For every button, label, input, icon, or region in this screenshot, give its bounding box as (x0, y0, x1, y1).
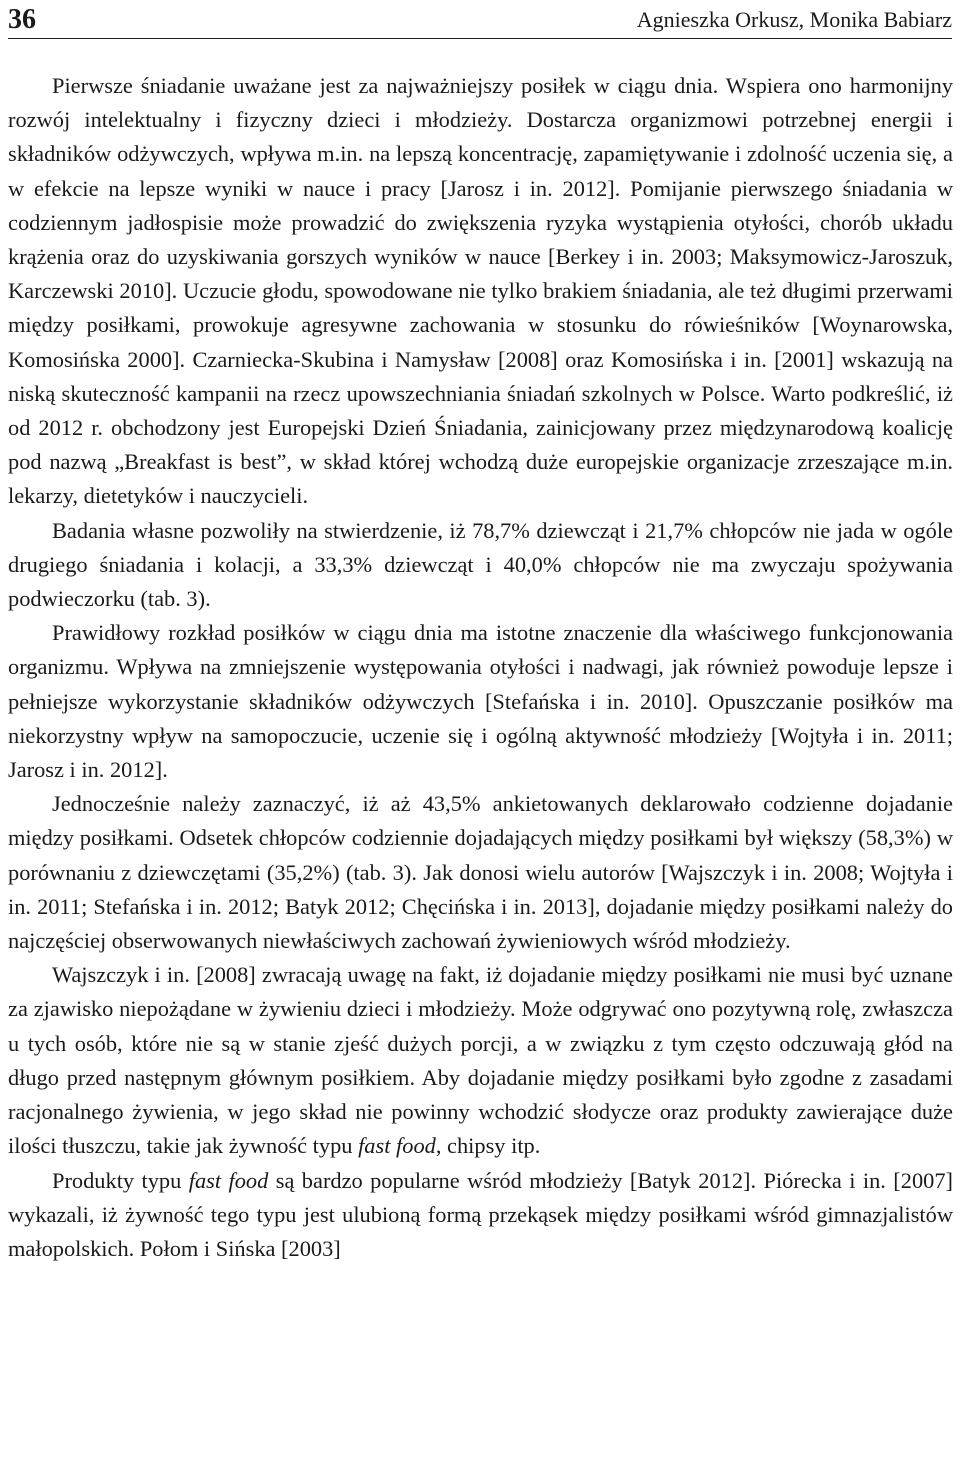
paragraph-meal-distribution: Prawidłowy rozkład posiłków w ciągu dnia ma istotne znaczenie dla właściwego funkcjonowania organizmu. Wpływa na zmniejszenie występowania otyłości i nadwagi, jak również powoduje lepsze i pełniejsze wykorzystanie składników odżywczych [Stefańska i in. 2010]. Opuszczanie posiłków ma niekorzystny wpływ na samopoczucie, uczenie się i ogólną aktywność młodzieży [Wojtyła i in. 2011; Jarosz i in. 2012]. (8, 620, 953, 783)
paragraph-breakfast: Pierwsze śniadanie uważane jest za najważniejszy posiłek w ciągu dnia. Wspiera ono harmonijny rozwój intelektualny i fizyczny dzieci i młodzieży. Dostarcza organizmowi potrzebnej energii i składników odżywczych, wpływa m.in. na lepszą koncentrację, zapamiętywanie i zdolność uczenia się, a w efekcie na lepsze wyniki w nauce i pracy [Jarosz i in. 2012]. Pomijanie pierwszego śniadania w codziennym jadłospisie może prowadzić do zwiększenia ryzyka wystąpienia otyłości, chorób układu krążenia oraz do uzyskiwania gorszych wyników w nauce [Berkey i in. 2003; Maksymowicz-Jaroszuk, Karczewski 2010]. Uczucie głodu, spowodowane nie tylko brakiem śniadania, ale też długimi przerwami między posiłkami, prowokuje agresywne zachowania w stosunku do rówieśników [Woynarowska, Komosińska 2000]. Czarniecka-Skubina i Namysław [2008] oraz Komosińska i in. [2001] wskazują na niską skuteczność kampanii na rzecz upowszechniania śniadań szkolnych w Polsce. Warto podkreślić, iż od 2012 r. obchodzony jest Europejski Dzień Śniadania, zainicjowany przez międzynarodową koalicję pod nazwą „Breakfast is best”, w skład której wchodzą duże europejskie organizacje zrzeszające m.in. lekarzy, dietetyków i nauczycieli. (8, 73, 953, 509)
paragraph-text: Wajszczyk i in. [2008] zwracają uwagę na fakt, iż dojadanie między posiłkami nie musi być uznane za zjawisko niepożądane w żywieniu dzieci i młodzieży. Może odgrywać ono pozytywną rolę, zwłaszcza u tych osób, które nie są w stanie zjeść dużych porcji, a w związku z tym często odczuwają głód na długo przed następnym głównym posiłkiem. Aby dojadanie między posiłkami było zgodne z zasadami racjonalnego żywienia, w jego skład nie powinny wchodzić słodycze oraz produkty zawierające duże ilości tłuszczu, takie jak żywność typu (8, 962, 953, 1159)
italic-term: fast food (188, 1167, 269, 1193)
page-number: 36 (8, 4, 36, 35)
page-header (0, 0, 960, 44)
paragraph-snacking: Jednocześnie należy zaznaczyć, iż aż 43,5% ankietowanych deklarowało codzienne dojadanie między posiłkami. Odsetek chłopców codziennie dojadających między posiłkami był większy (58,3%) w porównaniu z dziewczętami (35,2%) (tab. 3). Jak donosi wielu autorów [Wajszczyk i in. 2008; Wojtyła i in. 2011; Stefańska i in. 2012; Batyk 2012; Chęcińska i in. 2013], dojadanie między posiłkami należy do najczęściej obserwowanych niewłaściwych zachowań żywieniowych wśród młodzieży. (8, 791, 953, 954)
paragraph-own-research: Badania własne pozwoliły na stwierdzenie, iż 78,7% dziewcząt i 21,7% chłopców nie jada w ogóle drugiego śniadania i kolacji, a 33,3% dziewcząt i 40,0% chłopców nie ma zwyczaju spożywania podwieczorku (tab. 3). (8, 517, 953, 612)
article-body (8, 69, 953, 1266)
paragraph-fast-food (8, 1164, 953, 1267)
running-head-authors: Agnieszka Orkusz, Monika Babiarz (636, 7, 952, 32)
paragraph-text: Produkty typu (52, 1167, 189, 1193)
paragraph-text: są bardzo popularne wśród młodzieży [Batyk 2012]. Piórecka i in. [2007] wykazali, iż żywność tego typu jest ulubioną formą przekąsek między posiłkami wśród gimnazjalistów małopolskich. Połom i Sińska [2003] (8, 1167, 954, 1261)
italic-term: fast food (358, 1133, 436, 1159)
paragraph-wajszczyk (8, 958, 953, 1163)
header-rule (8, 38, 952, 39)
paragraph-text: , chipsy itp. (435, 1133, 541, 1159)
